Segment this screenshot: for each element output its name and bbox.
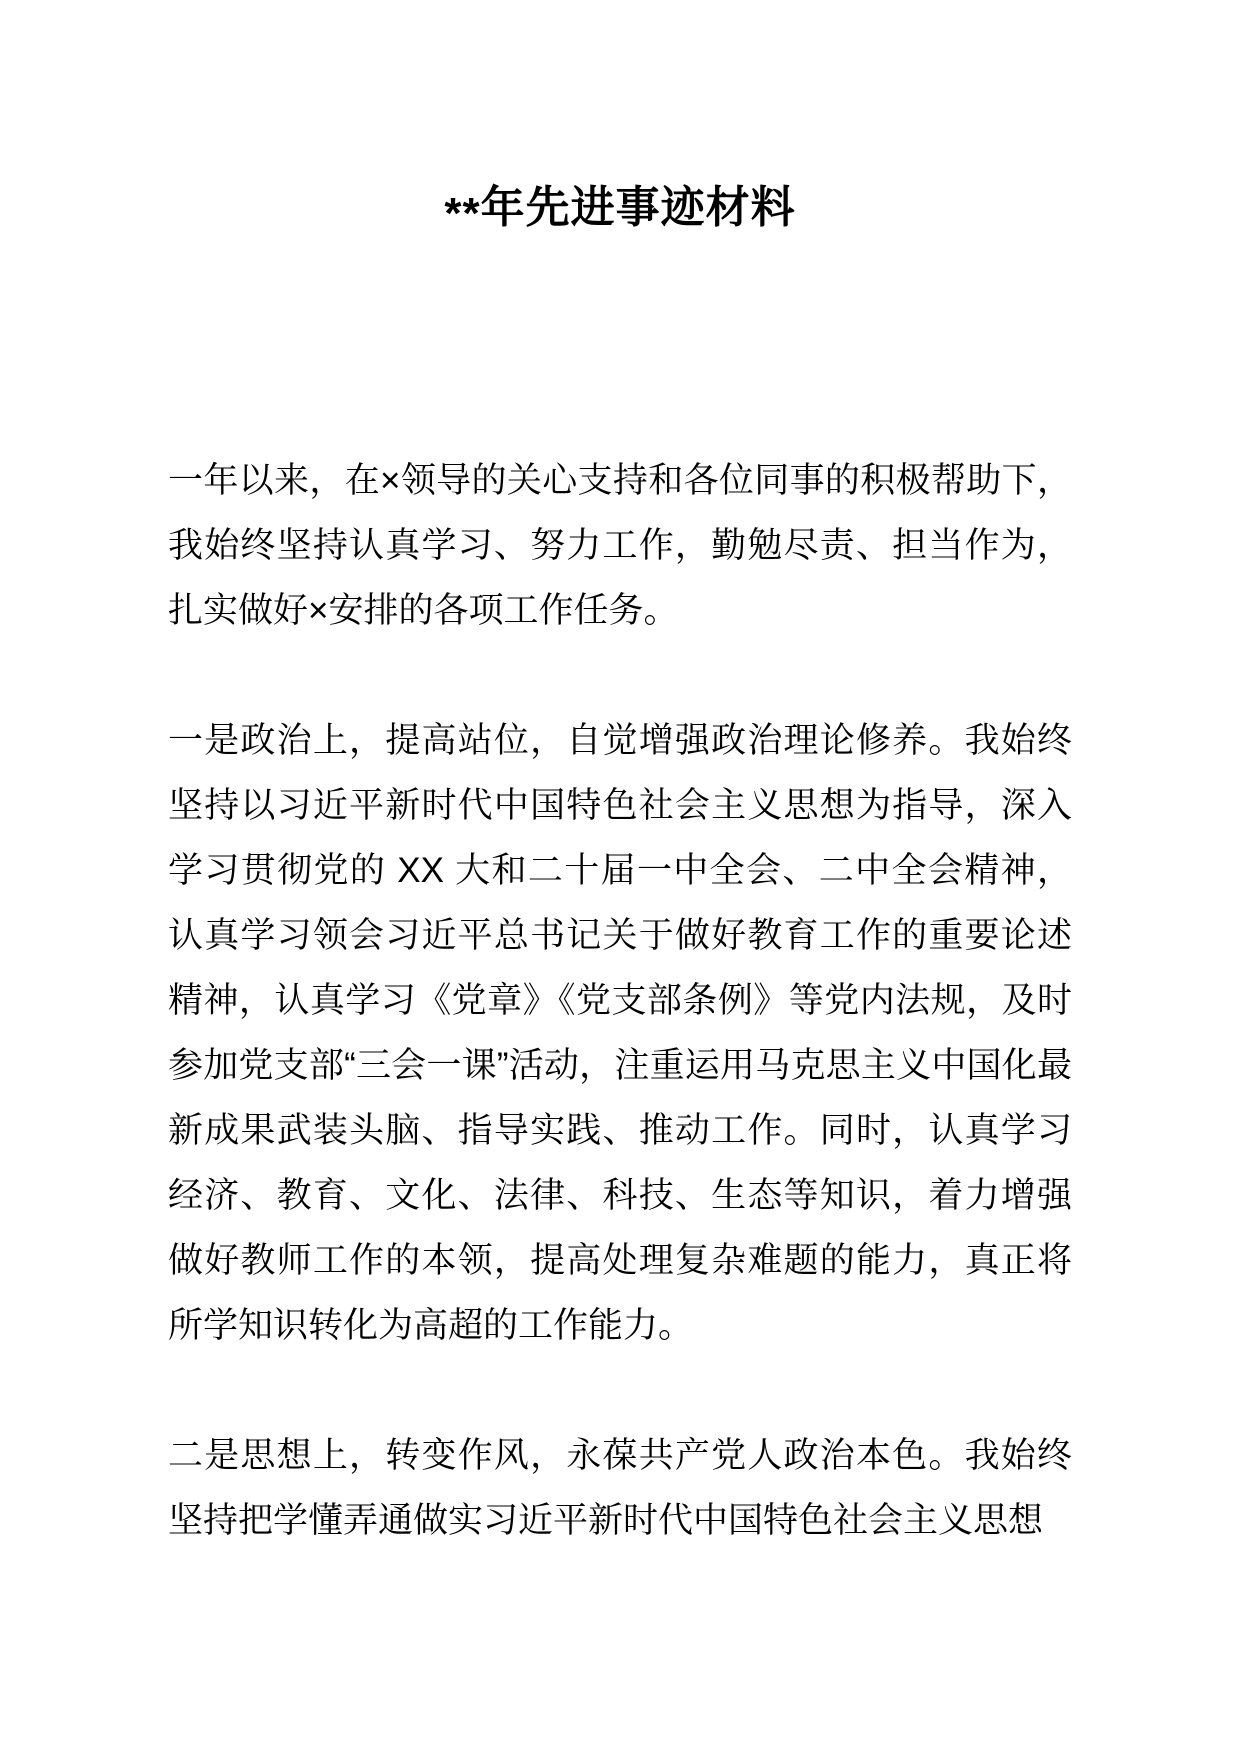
title-masked-year: ** bbox=[444, 189, 481, 239]
paragraph-politics: 一是政治上，提高站位，自觉增强政治理论修养。我始终坚持以习近平新时代中国特色社会主义思想为指导，深入学习贯彻党的 XX 大和二十届一中全会、二中全会精神，认真学习领会习近平总书记关于做好教育工作的重要论述精神，认真学习《党章》《党支部条例》等党内法规，及时参加党支部“三会一课”活动，注重运用马克思主义中国化最新成果武装头脑、指导实践、推动工作。同时，认真学习经济、教育、文化、法律、科技、生态等知识，着力增强做好教师工作的本领，提高处理复杂难题的能力，真正将所学知识转化为高超的工作能力。 bbox=[168, 721, 1072, 1345]
document-body bbox=[168, 448, 1072, 1553]
paragraph-ideology: 二是思想上，转变作风，永葆共产党人政治本色。我始终坚持把学懂弄通做实习近平新时代中国特色社会主义思想 bbox=[168, 1436, 1072, 1540]
title-text: 年先进事迹材料 bbox=[480, 183, 796, 232]
document-title bbox=[168, 175, 1072, 241]
paragraph-intro: 一年以来，在×领导的关心支持和各位同事的积极帮助下，我始终坚持认真学习、努力工作，勤勉尽责、担当作为，扎实做好×安排的各项工作任务。 bbox=[168, 461, 1072, 630]
